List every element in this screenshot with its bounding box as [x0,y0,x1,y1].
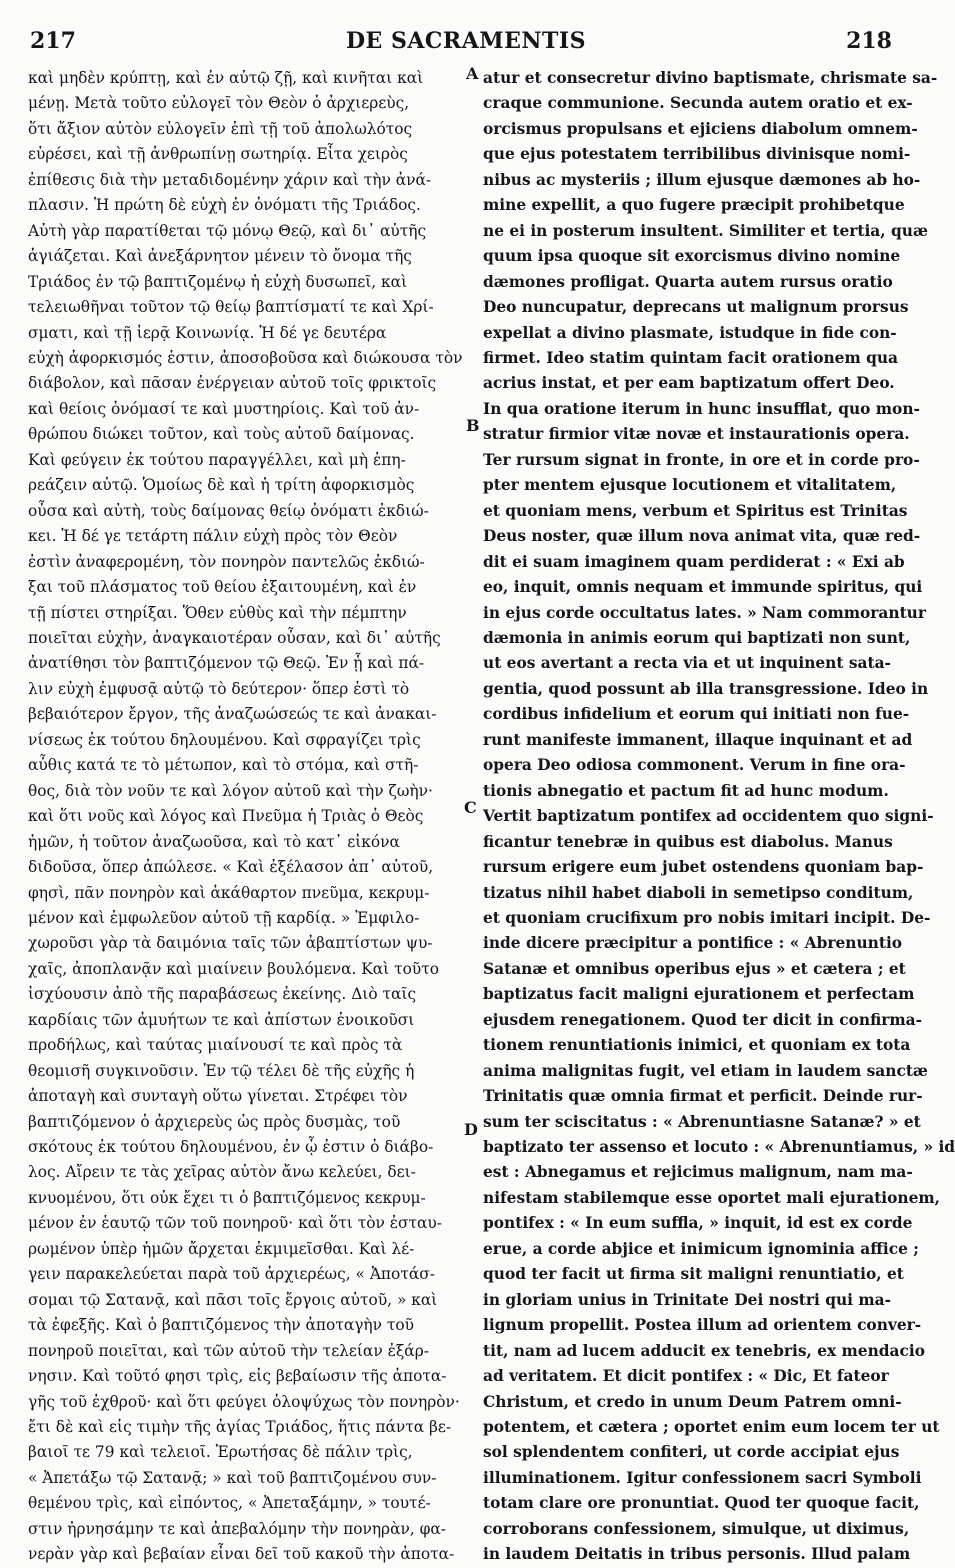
text-line: διάβολον, καὶ πᾶσαν ἐνέργειαν αὐτοῦ τοῖς φρικτοῖς [28,374,437,393]
page-number-right: 218 [846,28,892,54]
text-line: illuminationem. Igitur confessionem sacri Symboli [483,1468,922,1487]
text-line: runt manifeste immanent, illaque inquinant et ad [483,730,913,749]
text-line: ἐστὶν ἀναφερομένη, τὸν πονηρὸν παντελῶς ἐκδιώ- [28,552,425,571]
text-line: νίσεως ἐκ τούτου δηλουμένου. Καὶ σφραγίζει τρὶς [28,730,421,749]
text-line: pter mentem ejusque locutionem et vitalitatem, [483,476,897,495]
text-line: ἔτι δὲ καὶ εἰς τιμὴν τῆς ἁγίας Τριάδος, ἥτις πάντα βε- [28,1418,452,1437]
text-line: χωροῦσι γὰρ τὰ δαιμόνια ταῖς τῶν ἀβαπτίστων ψυ- [28,934,433,953]
text-line: Christum, et credo in unum Deum Patrem omni- [483,1392,902,1411]
text-line: nibus ac mysteriis ; illum ejusque dæmones ab ho- [483,170,921,189]
text-line: νησιν. Καὶ τοῦτό φησι τρὶς, εἰς βεβαίωσιν τῆς ἀποτα- [28,1367,447,1386]
text-line: ἰσχύουσιν ἀπὸ τῆς παραβάσεως ἐκείνης. Διὸ ταῖς [28,985,417,1004]
text-line: σομαι τῷ Σατανᾷ, καὶ πᾶσι τοῖς ἔργοις αὐτοῦ, » καὶ [28,1290,438,1309]
text-line: et quoniam mens, verbum et Spiritus est Trinitas [483,501,908,520]
text-line: καὶ θείοις ὀνόμασί τε καὶ μυστηρίοις. Καὶ τοῦ ἀν- [28,399,420,418]
text-line: stratur firmior vitæ novæ et instaurationis opera. [483,425,910,444]
greek-text-column [28,66,468,1564]
text-line: in laudem Deitatis in tribus personis. Illud palam [483,1545,911,1564]
text-line: baptizatus facit maligni ejurationem et perfectam [483,985,915,1004]
text-line: Ter rursum signat in fronte, in ore et in corde pro- [483,450,920,469]
text-line: ἡμῶν, ἡ τοῦτον ἀναζωοῦσα, καὶ τὸ κατ᾿ εἰκόνα [28,832,400,851]
text-line: καὶ ὅτι νοῦς καὶ λόγος καὶ Πνεῦμα ἡ Τριὰς ὁ Θεὸς [28,807,424,826]
text-line: μένῃ. Μετὰ τοῦτο εὐλογεῖ τὸν Θεὸν ὁ ἀρχιερεὺς, [28,94,410,113]
text-line: τελειωθῆναι τοῦτον τῷ θείῳ βαπτίσματί τε καὶ Χρί- [28,298,434,317]
text-line: γῆς τοῦ ἐχθροῦ· καὶ ὅτι φεύγει ὁλοψύχως τὸν πονηρὸν· [28,1392,460,1411]
text-line: pontifex : « In eum suffla, » inquit, id est ex corde [483,1214,913,1233]
text-line: σματι, καὶ τῇ ἱερᾷ Κοινωνίᾳ. Ἡ δέ γε δευτέρα [28,323,387,342]
text-line: Vertit baptizatum pontifex ad occidentem quo signi- [483,807,934,826]
text-line: κνυομένου, ὅτι οὐκ ἔχει τι ὁ βαπτιζόμενος κεκρυμ- [28,1188,426,1207]
text-line: Αὐτὴ γὰρ παρατίθεται τῷ μόνῳ Θεῷ, καὶ δι᾿ αὐτῆς [28,221,427,240]
text-line: Deo nuncupatur, deprecans ut malignum prorsus [483,298,909,317]
text-line: θρώπου διώκει τοῦτον, καὶ τοὺς αὐτοῦ δαίμονας. [28,425,415,444]
text-line: μένον καὶ ἐμφωλεῦον αὐτοῦ τῇ καρδίᾳ. » Ἐμφιλο- [28,908,420,927]
text-line: τὰ ἐφεξῆς. Καὶ ὁ βαπτιζόμενος τὴν ἀποταγὴν τοῦ [28,1316,415,1335]
text-line: λιν εὐχὴ ἐμφυσᾷ αὐτῷ τὸ δεύτερον· ὅπερ ἐστὶ τὸ [28,679,410,698]
text-line: sum ter sciscitatus : « Abrenuntiasne Satanæ? » et [483,1112,921,1131]
text-line: εὑρέσει, καὶ τῇ ἀνθρωπίνῃ σωτηρίᾳ. Εἶτα χειρὸς [28,145,408,164]
text-line: ποιεῖται εὐχὴν, ἀναγκαιοτέραν οὖσαν, καὶ δι᾿ αὐτῆς [28,628,441,647]
text-line: εὐχὴ ἀφορκισμός ἐστιν, ἀποσοβοῦσα καὶ διώκουσα τὸν [28,348,463,367]
text-line: expellat a divino plasmate, istudque in fide con- [483,323,897,342]
text-line: In qua oratione iterum in hunc insufflat, quo mon- [483,399,920,418]
text-line: ἐπίθεσις διὰ τὴν μεταδιδομένην χάριν καὶ τὴν ἀνά- [28,170,432,189]
text-line: διδοῦσα, ὅπερ ἀπώλεσε. « Καὶ ἐξέλασον ἀπ᾿ αὐτοῦ, [28,858,434,877]
text-line: est : Abnegamus et rejicimus malignum, nam ma- [483,1163,913,1182]
page-number-left: 217 [30,28,76,54]
text-line: totam clare ore pronuntiat. Quod ter quoque facit, [483,1494,920,1513]
text-line: dæmonia in animis eorum qui baptizati non sunt, [483,628,911,647]
text-line: ἀποταγὴ καὶ συνταγὴ οὕτω γίνεται. Στρέφει τὸν [28,1087,408,1106]
text-line: quod ter facit ut firma sit maligni renuntiatio, et [483,1265,904,1284]
section-marker-b: B [466,416,480,435]
text-line: in gloriam unius in Trinitate Dei nostri qui ma- [483,1290,892,1309]
text-line: φησὶ, πᾶν πονηρὸν καὶ ἀκάθαρτον πνεῦμα, κεκρυμ- [28,883,430,902]
text-line: γειν παρακελεύεται παρὰ τοῦ ἀρχιερέως, « Ἀποτάσ- [28,1265,435,1284]
text-line: βαιοῖ τε 79 καὶ τελειοῖ. Ἐρωτήσας δὲ πάλιν τρὶς, [28,1443,413,1462]
running-title: DE SACRAMENTIS [345,28,587,54]
text-line: οὖσα καὶ αὐτὴ, τοὺς δαίμονας θείῳ ὀνόματι ἐκδιώ- [28,501,429,520]
text-line: tizatus nihil habet diaboli in semetipso conditum, [483,883,914,902]
text-line: gentia, quod possunt ab illa transgressione. Ideo in [483,679,929,698]
text-line: ρωμένον ὑπὲρ ἡμῶν ἄρχεται ἐκμιμεῖσθαι. Καὶ λέ- [28,1239,415,1258]
text-line: σκότους ἐκ τούτου δηλουμένου, ἐν ᾧ ἐστιν ὁ διάβο- [28,1138,434,1157]
latin-text-column [483,66,955,1564]
text-line: τῇ πίστει στηρίξαι. Ὅθεν εὐθὺς καὶ τὴν πέμπτην [28,603,407,622]
text-line: πλασιν. Ἡ πρώτη δὲ εὐχὴ ἐν ὀνόματι τῆς Τριάδος. [28,196,421,215]
text-line: θεμένου τρὶς, καὶ εἰπόντος, « Ἀπεταξάμην, » τουτέ- [28,1494,431,1513]
text-line: tit, nam ad lucem adducit ex tenebris, ex mendacio [483,1341,926,1360]
text-line: Satanæ et omnibus operibus ejus » et cætera ; et [483,959,906,978]
text-line: tionis abnegatio et pactum fit ad hunc modum. [483,781,889,800]
section-marker-a: A [466,64,479,83]
text-line: προδήλως, καὶ ταύτας μιαίνουσί τε καὶ πρὸς τὰ [28,1036,403,1055]
text-line: potentem, et cætera ; oportet enim eum locem ter ut [483,1418,940,1437]
text-line: mine expellit, a quo fugere præcipit prohibetque [483,196,905,215]
text-line: eo, inquit, omnis nequam et immunde spiritus, qui [483,578,923,597]
text-line: ὅτι ἄξιον αὐτὸν εὐλογεῖν ἐπὶ τῇ τοῦ ἀπολωλότος [28,119,413,138]
text-line: πονηροῦ ποιεῖται, καὶ τῶν αὐτοῦ τὴν τελείαν ἐξάρ- [28,1341,429,1360]
section-marker-c: C [464,798,477,817]
text-line: inde dicere præcipitur a pontifice : « Abrenuntio [483,934,903,953]
page-header [0,28,932,68]
text-line: erue, a corde abjice et inimicum ignominia affice ; [483,1239,919,1258]
text-line: ἁγιάζεται. Καὶ ἀνεξάρνητον μένειν τὸ ὄνομα τῆς [28,247,412,266]
text-line: baptizato ter assenso et locuto : « Abrenuntiamus, » id [483,1138,955,1157]
text-line: βεβαιότερον ἔργον, τῆς ἀναζωώσεώς τε καὶ ἀνακαι- [28,705,437,724]
text-line: θεομισῆ συγκινοῦσιν. Ἐν τῷ τέλει δὲ τῆς εὐχῆς ἡ [28,1061,415,1080]
section-marker-d: D [464,1120,478,1139]
text-line: nifestam stabilemque esse oportet mali ejurationem, [483,1188,941,1207]
text-line: quum ipsa quoque sit exorcismus divino nomine [483,247,901,266]
text-line: μένον ἐν ἑαυτῷ τῶν τοῦ πονηροῦ· καὶ ὅτι τὸν ἐσταυ- [28,1214,442,1233]
text-line: craque communione. Secunda autem oratio et ex- [483,94,913,113]
text-line: αὖθις κατά τε τὸ μέτωπον, καὶ τὸ στόμα, καὶ στῆ- [28,756,419,775]
text-line: κει. Ἡ δέ γε τετάρτη πάλιν εὐχὴ πρὸς τὸν Θεὸν [28,527,398,546]
text-line: ad veritatem. Et dicit pontifex : « Dic, Et fateor [483,1367,889,1386]
text-line: sol splendentem confiteri, ut corde accipiat ejus [483,1443,900,1462]
text-line: ejusdem renegationem. Quod ter dicit in confirma- [483,1010,923,1029]
text-line: corroborans confessionem, simulque, ut diximus, [483,1519,910,1538]
text-line: dæmones profligat. Quarta autem rursus oratio [483,272,893,291]
text-line: acrius instat, et per eam baptizatum offert Deo. [483,374,895,393]
text-line: lignum propellit. Postea illum ad orientem conver- [483,1316,922,1335]
text-line: cordibus infidelium et eorum qui initiati non fue- [483,705,910,724]
text-line: que ejus potestatem terribilibus divinisque nomi- [483,145,911,164]
text-line: Καὶ φεύγειν ἐκ τούτου παραγγέλλει, καὶ μὴ ἐπη- [28,450,406,469]
text-line: opera Deo odiosa commonent. Verum in fine ora- [483,756,906,775]
text-line: orcismus propulsans et ejiciens diabolum omnem- [483,119,918,138]
text-line: et quoniam crucifixum pro nobis imitari incipit. De- [483,908,931,927]
text-line: in ejus corde occultatus lates. » Nam commorantur [483,603,926,622]
text-line: anima malignitas fugit, vel etiam in laudem sanctæ [483,1061,928,1080]
text-line: rursum erigere eum jubet ostendens quoniam bap- [483,858,924,877]
text-line: Deus noster, quæ illum nova animat vita, quæ red- [483,527,921,546]
text-line: ficantur tenebræ in quibus est diabolus. Manus [483,832,893,851]
text-line: ρεάζειν αὐτῷ. Ὁμοίως δὲ καὶ ἡ τρίτη ἀφορκισμὸς [28,476,415,495]
text-line: στιν ἠρνησάμην τε καὶ ἀπεβαλόμην τὴν πονηρὰν, φα- [28,1519,446,1538]
text-line: dit ei suam imaginem quam perdiderat : « Exi ab [483,552,905,571]
text-line: ξαι τοῦ πλάσματος τοῦ θείου ἐξαιτουμένη, καὶ ἐν [28,578,417,597]
text-line: χαῖς, ἀποπλανᾷν καὶ μιαίνειν βουλόμενα. Καὶ τοῦτο [28,959,439,978]
text-line: θος, διὰ τὸν νοῦν τε καὶ λόγον αὐτοῦ καὶ τὴν ζωὴν· [28,781,433,800]
text-line: νερὰν γὰρ καὶ βεβαίαν εἶναι δεῖ τοῦ κακοῦ τὴν ἀποτα- [28,1545,455,1564]
text-line: ne ei in posterum insultent. Similiter et tertia, quæ [483,221,928,240]
text-line: καὶ μηδὲν κρύπτῃ, καὶ ἐν αὐτῷ ζῇ, καὶ κινῆται καὶ [28,69,424,87]
text-line: ut eos avertant a recta via et ut inquinent sata- [483,654,891,673]
text-line: « Ἀπετάξω τῷ Σατανᾷ; » καὶ τοῦ βαπτιζομένου συν- [28,1468,437,1487]
text-line: καρδίαις τῶν ἀμυήτων τε καὶ ἀπίστων ἐνοικοῦσι [28,1010,415,1029]
text-line: tionem renuntiationis inimici, et quoniam ex tota [483,1036,911,1055]
text-line: βαπτιζόμενον ὁ ἀρχιερεὺς ὡς πρὸς δυσμὰς, τοῦ [28,1112,401,1131]
text-line: Τριάδος ἐν τῷ βαπτιζομένῳ ἡ εὐχὴ δυσωπεῖ, καὶ [28,272,408,291]
text-line: atur et consecretur divino baptismate, chrismate sa- [483,69,938,87]
text-line: ἀνατίθησι τὸν βαπτιζόμενον τῷ Θεῷ. Ἐν ᾗ καὶ πά- [28,654,425,673]
text-line: Trinitatis quæ omnia firmat et perficit. Deinde rur- [483,1087,923,1106]
text-line: λος. Αἴρειν τε τὰς χεῖρας αὐτὸν ἄνω κελεύει, δει- [28,1163,416,1182]
text-line: firmet. Ideo statim quintam facit orationem qua [483,348,899,367]
